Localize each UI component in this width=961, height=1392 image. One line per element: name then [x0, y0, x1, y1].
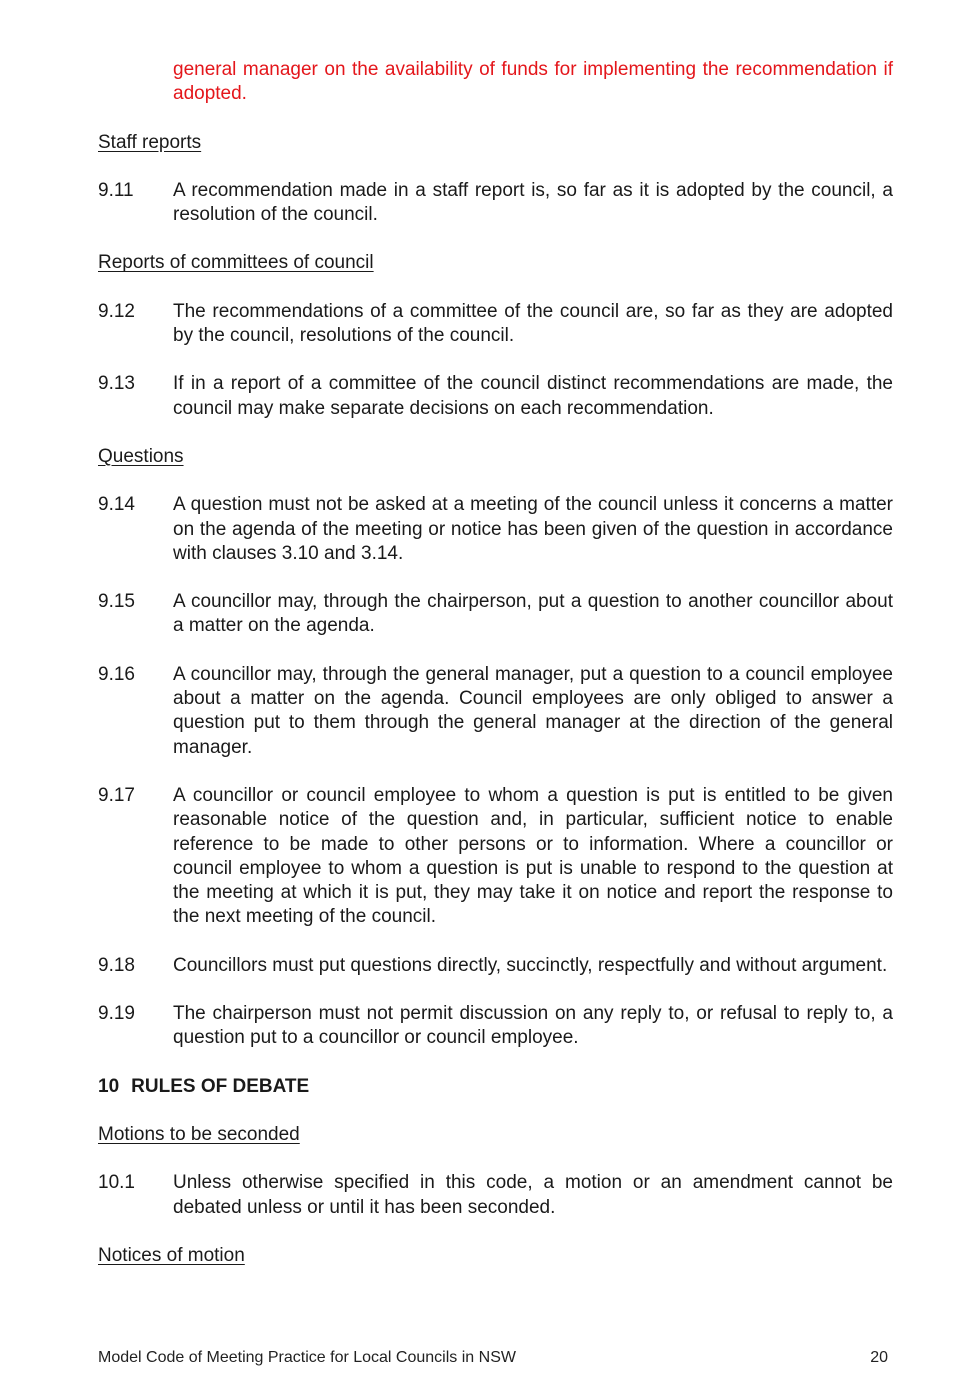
- heading-staff-reports: Staff reports: [98, 131, 202, 153]
- clause-number: 9.14: [98, 494, 135, 516]
- clause-number: 9.17: [98, 784, 135, 806]
- heading-motions-seconded: Motions to be seconded: [98, 1123, 300, 1145]
- clause-number: 9.13: [98, 373, 135, 395]
- clause-text: A councillor may, through the chairperson, put a question to another councillor about a matter on the agenda.: [173, 591, 893, 637]
- heading-questions: Questions: [98, 445, 184, 467]
- section-number: 10: [98, 1075, 120, 1097]
- clause-number: 9.18: [98, 954, 135, 976]
- clause-9-16: [98, 663, 893, 760]
- clause-number: 9.15: [98, 591, 135, 613]
- clause-9-15: [98, 590, 893, 639]
- continuation-paragraph: general manager on the availability of funds for implementing the recommendation if adopted.: [173, 59, 893, 105]
- page-number: 20: [870, 1349, 888, 1366]
- clause-text: Unless otherwise specified in this code, a motion or an amendment cannot be debated unless or until it has been seconded.: [173, 1172, 893, 1218]
- clause-9-17: [98, 784, 893, 930]
- page-content: [98, 58, 893, 1292]
- clause-text: If in a report of a committee of the council distinct recommendations are made, the council may make separate decisions on each recommendation.: [173, 373, 893, 419]
- clause-text: A question must not be asked at a meeting of the council unless it concerns a matter on the agenda of the meeting or notice has been given of the question in accordance with clauses 3.10 and 3.14.: [173, 494, 893, 564]
- clause-9-14: [98, 493, 893, 566]
- clause-9-19: [98, 1002, 893, 1051]
- clause-9-18: [98, 954, 893, 978]
- clause-number: 9.11: [98, 179, 134, 201]
- clause-text: Councillors must put questions directly, succinctly, respectfully and without argument.: [173, 954, 888, 976]
- clause-text: The recommendations of a committee of the council are, so far as they are adopted by the council, resolutions of the council.: [173, 300, 893, 347]
- clause-text: A councillor or council employee to whom a question is put is entitled to be given reasonable notice of the question and, in particular, sufficient notice to enable reference to be made to other persons or to information. Where a councillor or council employee to whom a question is put is unable to respond to the question at the meeting at which it is put, they may take it on notice and report the response to the next meeting of the council.: [173, 784, 893, 928]
- clause-9-13: [98, 372, 893, 421]
- clause-text: A recommendation made in a staff report is, so far as it is adopted by the council, a resolution of the council.: [173, 179, 893, 226]
- page-footer: [98, 1348, 888, 1368]
- clause-text: A councillor may, through the general manager, put a question to a council employee about a matter on the agenda. Council employees are only obliged to answer a question put to them through the general manager at the direction of the general manager.: [173, 663, 893, 758]
- clause-number: 9.16: [98, 663, 135, 685]
- clause-9-12: [98, 300, 893, 349]
- section-title-rules-of-debate: [98, 1075, 893, 1099]
- clause-number: 10.1: [98, 1172, 135, 1194]
- clause-number: 9.19: [98, 1003, 135, 1025]
- heading-notices-of-motion: Notices of motion: [98, 1244, 245, 1266]
- section-title-text: RULES OF DEBATE: [131, 1075, 310, 1097]
- heading-committee-reports: Reports of committees of council: [98, 252, 374, 274]
- footer-title: Model Code of Meeting Practice for Local Councils in NSW: [98, 1349, 516, 1366]
- clause-number: 9.12: [98, 300, 135, 322]
- clause-9-11: [98, 179, 893, 228]
- clause-text: The chairperson must not permit discussion on any reply to, or refusal to reply to, a question put to a councillor or council employee.: [173, 1003, 893, 1049]
- clause-10-1: [98, 1171, 893, 1220]
